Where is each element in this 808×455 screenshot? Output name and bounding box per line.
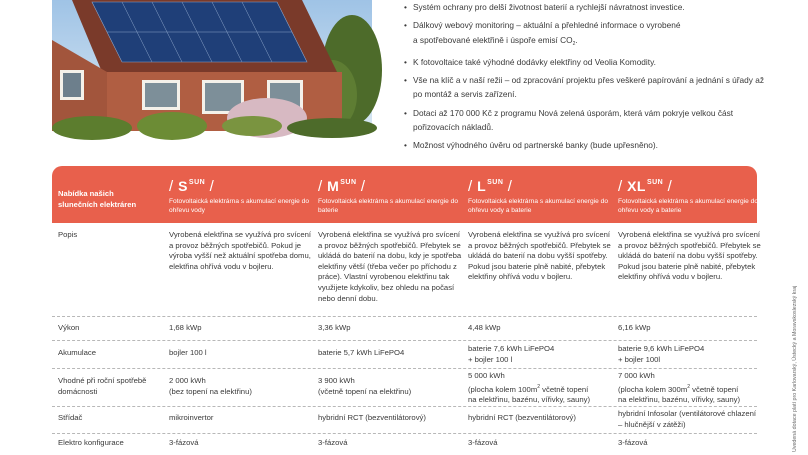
table-header-label: Nabídka našich slunečních elektráren	[58, 189, 137, 209]
plan-name: / $M^{SUN}$ /	[318, 178, 366, 195]
table-cell: 3,36 kWp	[318, 323, 351, 332]
row-label: Akumulace	[58, 348, 97, 357]
table-cell: Vyrobená elektřina se využívá pro svícení a provoz běžných spotřebičů. Přebytek se ukládá do baterií na dobu vyšší spotřeby. Pokud jsou baterie plně nabité, přebytek elektřiny ohřívá vodu v bojleru.	[468, 230, 611, 282]
table-cell: 3-fázová	[169, 438, 199, 447]
table-cell: 3-fázová	[318, 438, 348, 447]
plan-header-m	[318, 174, 468, 216]
table-cell: hybridní Infosolar (ventilátorové chlazení – hlučnější v zátěži)	[618, 409, 757, 429]
table-cell: hybridní RCT (bezventilátorový)	[318, 413, 426, 422]
benefit-item: • Dálkový webový monitoring – aktuální a přehledné informace o vyrobené a spotřebované elektřině i úspoře emisí $CO_2$.	[404, 18, 764, 51]
table-cell: 3-fázová	[468, 438, 498, 447]
row-divider	[52, 368, 757, 369]
plan-description: Fotovoltaická elektrárna s akumulací energie do ohřevu vody a baterie	[618, 198, 759, 215]
benefit-item: • Systém ochrany pro delší životnost baterií a rychlejší návratnost investice.	[404, 0, 764, 14]
row-label: Střídač	[58, 413, 83, 422]
benefits-list	[404, 0, 764, 153]
plan-header-xl	[618, 174, 768, 216]
table-cell: 1,68 kWp	[169, 323, 202, 332]
row-label: Elektro konfigurace	[58, 438, 124, 447]
row-divider	[52, 340, 757, 341]
table-cell: baterie 5,7 kWh LiFePO4	[318, 348, 405, 357]
table-cell: 2 000 kWh (bez topení na elektřinu)	[169, 376, 252, 396]
plan-name: / $S^{SUN}$ /	[169, 178, 215, 195]
table-cell: 4,48 kWp	[468, 323, 501, 332]
table-cell: 6,16 kWp	[618, 323, 651, 332]
plan-name: / $L^{SUN}$ /	[468, 178, 513, 195]
table-cell: baterie 9,6 kWh LiFePO4 + bojler 100l	[618, 344, 705, 364]
row-divider	[52, 433, 757, 434]
side-footnote-text: Uvedená dotace platí pro Karlovarský, Ústecký a Moravskoslezský kraj	[792, 285, 798, 452]
row-divider	[52, 316, 757, 317]
house-illustration	[52, 0, 372, 131]
benefit-item: • Vše na klíč a v naší režii – od zpracování projektu přes veškeré papírování a jednání s úřady až po montáž a servis zařízení.	[404, 73, 764, 102]
table-cell: 3-fázová	[618, 438, 648, 447]
table-cell: mikroinvertor	[169, 413, 214, 422]
plan-description: Fotovoltaická elektrárna s akumulací energie do ohřevu vody	[169, 198, 310, 215]
table-cell: hybridní RCT (bezventilátorový)	[468, 413, 576, 422]
table-cell: 5 000 kWh (plocha kolem $100m^2$ včetně topení na elektřinu, bazénu, vířivky, sauny)	[468, 371, 591, 405]
row-label: Vhodné při roční spotřebě domácnosti	[58, 376, 147, 396]
row-divider	[52, 406, 757, 407]
table-cell: baterie 7,6 kWh LiFePO4 + bojler 100 l	[468, 344, 555, 364]
table-cell: 3 900 kWh (včetně topení na elektřinu)	[318, 376, 412, 396]
plan-name: / $XL^{SUN}$ /	[618, 178, 673, 195]
benefit-item: • Možnost výhodného úvěru od partnerské banky (bude upřesněno).	[404, 138, 764, 152]
row-label: Výkon	[58, 323, 80, 332]
plan-description: Fotovoltaická elektrárna s akumulací energie do ohřevu vody a baterie	[468, 198, 609, 215]
house-solar-photo	[52, 0, 372, 131]
plan-header-l	[468, 174, 618, 216]
table-cell: bojler 100 l	[169, 348, 207, 357]
side-footnote	[784, 262, 798, 452]
plan-header-s	[169, 174, 319, 216]
plan-description: Fotovoltaická elektrárna s akumulací energie do baterie	[318, 198, 459, 215]
benefit-item: • Dotaci až 170 000 Kč z programu Nová zelená úsporám, která vám pokryje velkou část pořizovacích nákladů.	[404, 106, 764, 135]
table-cell: 7 000 kWh (plocha kolem $300m^2$ včetně topení na elektřinu, bazénu, vířivky, sauny)	[618, 371, 741, 405]
row-label: Popis	[58, 230, 78, 239]
table-cell: Vyrobená elektřina se využívá pro svícení a provoz běžných spotřebičů. Přebytek se ukládá do baterií na dobu, kdy je spotřeba elektřiny větší (třeba večer po příchodu z práce). Vlastní vyrobenou elektřinu tak využijete kdykoliv, bez ohledu na počasí nebo denní dobu.	[318, 230, 462, 303]
table-row-popis	[52, 230, 761, 312]
table-cell: Vyrobená elektřina se využívá pro svícení a provoz běžných spotřebičů. Přebytek se ukládá do baterií na dobu vyšší spotřeby. Pokud jsou baterie plně nabité, přebytek elektřiny ohřívá vodu v bojleru.	[618, 230, 761, 282]
benefit-item: • K fotovoltaice také výhodné dodávky elektřiny od Veolia Komodity.	[404, 55, 764, 69]
table-header-band	[52, 166, 757, 223]
table-cell: Vyrobená elektřina se využívá pro svícení a provoz běžných spotřebičů. Pokud je výroba vyšší než aktuální spotřeba domu, elektřina ohřívá vodu v bojleru.	[169, 230, 312, 271]
